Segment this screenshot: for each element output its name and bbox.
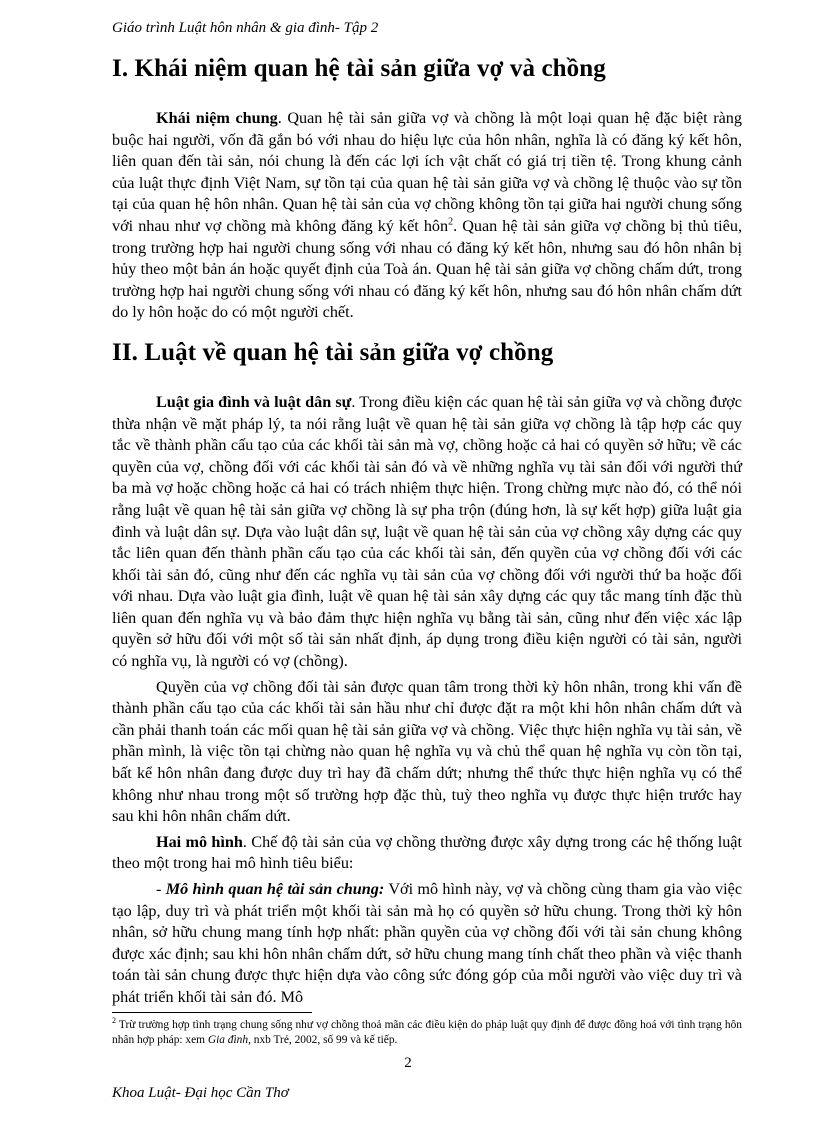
list-dash: - [156, 880, 166, 898]
footnote-text: , nxb Trẻ, 2002, số 99 và kế tiếp. [248, 1034, 398, 1046]
footnote-number: 2 [112, 1016, 116, 1026]
paragraph-text: . Quan hệ tài sản giữa vợ chồng bị thủ tiêu, trong trường hợp hai người chung sống với nhau có đăng ký kết hôn, nhưng sau đó hôn nhân bị hủy theo một bản án hoặc quyết định của Toà án. Quan hệ tài sản giữa vợ chồng chấm dứt, trong trường hợp hai người chung sống với nhau có đăng ký kết hôn, nhưng sau đó hôn nhân chấm dứt do ly hôn hoặc do có một người chết. [112, 216, 742, 322]
section-2-paragraph-4 [112, 879, 742, 1009]
section-2-heading: II. Luật về quan hệ tài sản giữa vợ chồng [112, 338, 554, 366]
page-content [112, 54, 742, 1009]
footnote-text: Trừ trường hợp tình trạng chung sống như vợ chồng thoả mãn các điều kiện do pháp luật quy định để được đồng hoá với tình trạng hôn nhân hợp pháp: xem [112, 1019, 742, 1046]
section-2-paragraph-2 [112, 677, 742, 828]
footnote-divider [112, 1012, 312, 1013]
footnote [112, 1018, 742, 1048]
paragraph-text: . Trong điều kiện các quan hệ tài sản giữa vợ và chồng được thừa nhận về mặt pháp lý, ta nói rằng luật về quan hệ tài sản giữa vợ chồng là tập hợp các quy tắc về thành phần cấu tạo của các khối tài sản mà vợ, chồng hoặc cả hai có quyền sở hữu; về các quyền của vợ, chồng đối với các khối tài sản đó và về những nghĩa vụ tài sản đối với người thứ ba mà vợ hoặc chồng hoặc cả hai có trách nhiệm thực hiện. Trong chừng mực nào đó, có thể nói rằng luật về quan hệ tài sản giữa vợ chồng là sự pha trộn (đúng hơn, là sự kết hợp) giữa luật gia đình và luật dân sự. Dựa vào luật dân sự, luật về quan hệ tài sản của vợ chồng xây dựng các quy tắc liên quan đến thành phần cấu tạo của các khối tài sản, đến quyền của vợ chồng đối với các khối tài sản đó, cũng như đến các nghĩa vụ tài sản của vợ chồng đối với người thứ ba hoặc đối với nhau. Dựa vào luật gia đình, luật về quan hệ tài sản xây dựng các quy tắc mang tính đặc thù liên quan đến nghĩa vụ và bảo đảm thực hiện nghĩa vụ bằng tài sản, cũng như đến việc xác lập quyền sở hữu đối với một số tài sản nhất định, áp dụng trong điều kiện người có tài sản, người có nghĩa vụ, là người có vợ (chồng). [112, 392, 742, 671]
paragraph-text: Với mô hình này, vợ và chồng cùng tham gia vào việc tạo lập, duy trì và phát triển một khối tài sản mà họ có quyền sở hữu chung. Trong thời kỳ hôn nhân, sở hữu chung mang tính hợp nhất: phần quyền của vợ chồng đối với tài sản chung không được xác định; sau khi hôn nhân chấm dứt, sở hữu chung mang tính chất theo phần và việc thanh toán tài sản chung được thực hiện dựa vào công sức đóng góp của mỗi người vào việc duy trì và phát triển khối tài sản đó. Mô [112, 880, 742, 1006]
paragraph-lead: Luật gia đình và luật dân sự [156, 392, 352, 411]
paragraph-text: . Quan hệ tài sản giữa vợ và chồng là một loại quan hệ đặc biệt ràng buộc hai người, vốn đã gắn bó với nhau do hiệu lực của hôn nhân, nghĩa là có đăng ký kết hôn, liên quan đến tài sản, nói chung là đến các lợi ích vật chất có giá trị tiền tệ. Trong khung cảnh của luật thực định Việt Nam, sự tồn tại của quan hệ tài sản giữa vợ và chồng lệ thuộc vào sự tồn tại của quan hệ hôn nhân. Quan hệ tài sản của vợ chồng không tồn tại giữa hai người chung sống với nhau như vợ chồng mà không đăng ký kết hôn [112, 109, 742, 235]
paragraph-text: Quyền của vợ chồng đối tài sản được quan tâm trong thời kỳ hôn nhân, trong khi vấn đề thành phần cấu tạo của các khối tài sản hầu như chỉ được đặt ra một khi hôn nhân chấm dứt và cần phải thanh toán các mối quan hệ tài sản giữa vợ và chồng. Việc thực hiện nghĩa vụ tài sản, về phần mình, là việc tồn tại chừng nào quan hệ nghĩa vụ và chủ thể quan hệ nghĩa vụ còn tồn tại, bất kể hôn nhân đang được duy trì hay đã chấm dứt; nhưng thể thức thực hiện nghĩa vụ có thể không như nhau trong một số trường hợp đặc thù, tuỳ theo nghĩa vụ được thực hiện trước hay sau khi hôn nhân chấm dứt. [112, 677, 742, 826]
page-number: 2 [404, 1055, 412, 1071]
paragraph-lead: Hai mô hình [156, 832, 243, 851]
paragraph-lead: Mô hình quan hệ tài sản chung: [165, 880, 385, 898]
section-2-paragraph-1 [112, 392, 742, 673]
running-footer: Khoa Luật- Đại học Cần Thơ [112, 1085, 289, 1101]
paragraph-text: . Chế độ tài sản của vợ chồng thường được xây dựng trong các hệ thống luật theo một trong hai mô hình tiêu biểu: [112, 832, 742, 873]
footnote-italic-title: Gia đình [207, 1034, 249, 1046]
paragraph-lead: Khái niệm chung [156, 109, 278, 127]
footnote-reference: 2 [448, 216, 454, 228]
running-header: Giáo trình Luật hôn nhân & gia đình- Tập 2 [112, 20, 379, 36]
section-1-heading: I. Khái niệm quan hệ tài sản giữa vợ và chồng [112, 55, 606, 82]
section-1-paragraph-1 [112, 108, 742, 324]
section-2-paragraph-3 [112, 832, 742, 875]
